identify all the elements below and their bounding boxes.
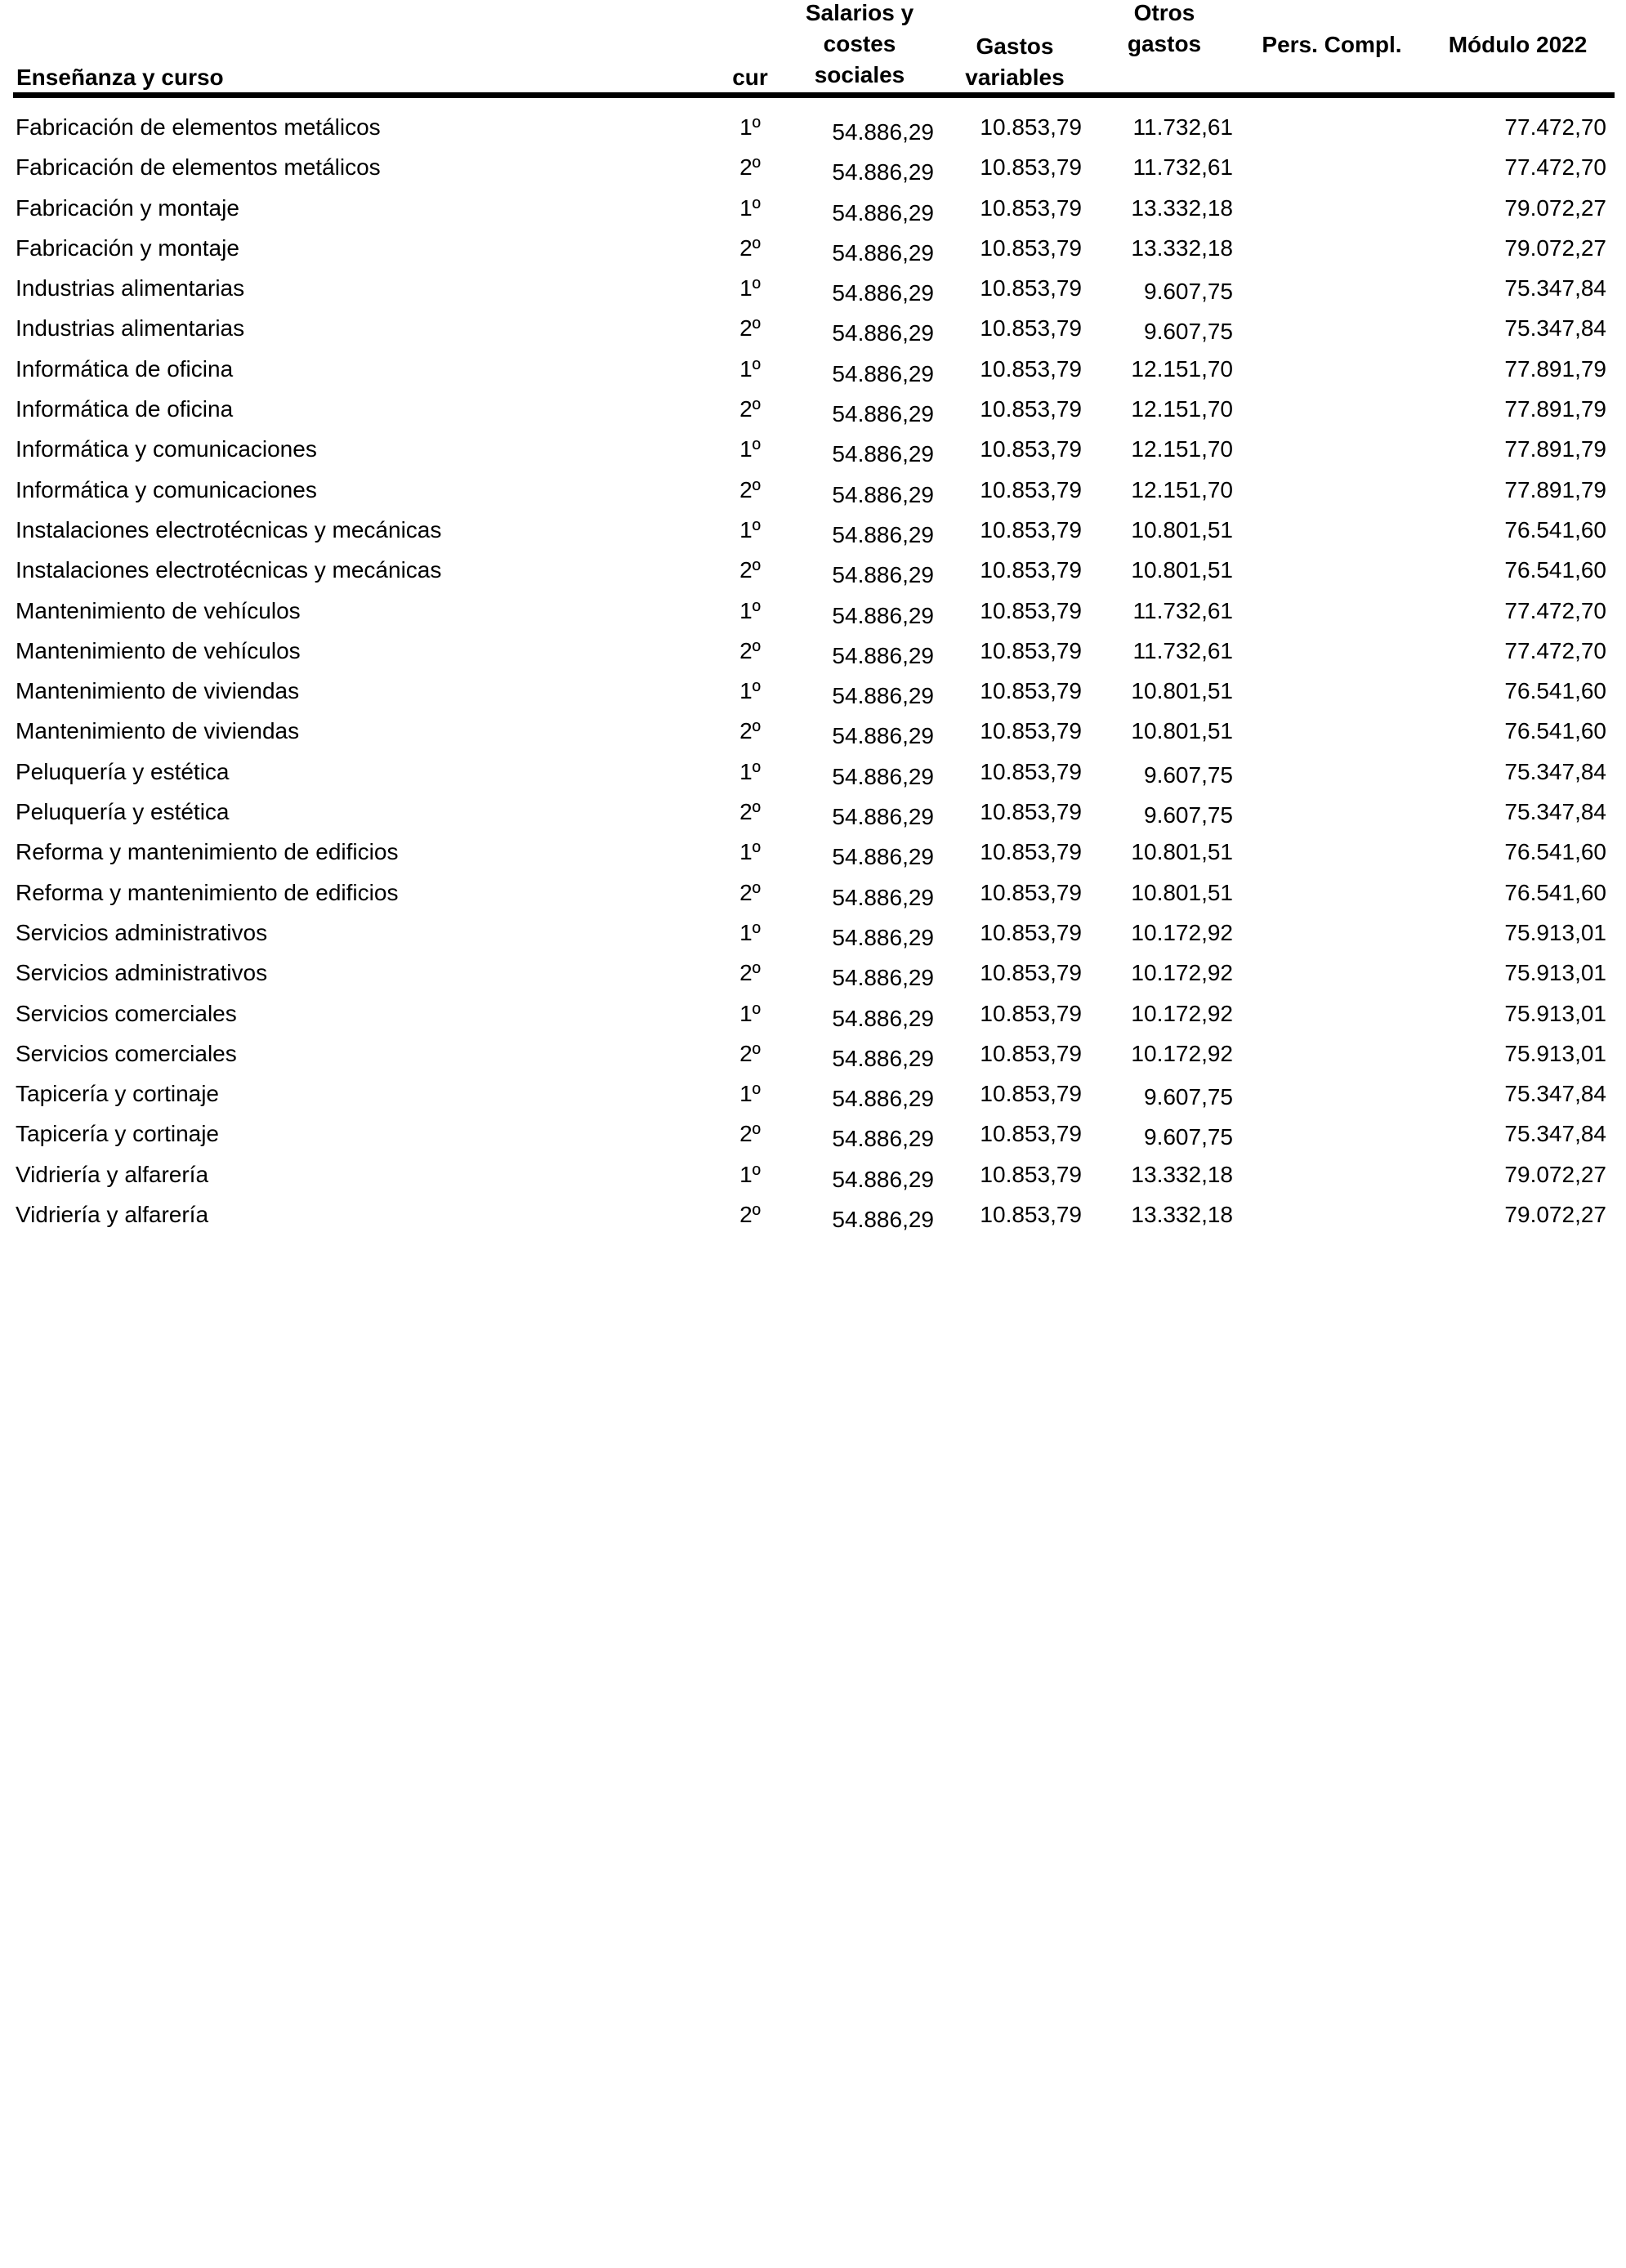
table-row xyxy=(0,920,1626,960)
modulo-cell: 76.541,60 xyxy=(1504,839,1606,865)
table-row xyxy=(0,275,1626,315)
table-row xyxy=(0,598,1626,638)
otros-gastos-cell: 12.151,70 xyxy=(1131,436,1233,462)
otros-gastos-cell: 10.801,51 xyxy=(1131,557,1233,583)
salarios-cell: 54.886,29 xyxy=(832,642,934,668)
table-row xyxy=(0,477,1626,517)
course-year-cell: 2º xyxy=(739,718,761,744)
course-year-cell: 1º xyxy=(739,516,761,542)
otros-gastos-cell: 10.801,51 xyxy=(1131,879,1233,905)
gastos-variables-cell: 10.853,79 xyxy=(980,960,1082,986)
gastos-variables-cell: 10.853,79 xyxy=(980,234,1082,261)
modulo-cell: 79.072,27 xyxy=(1504,1202,1606,1228)
otros-gastos-cell: 9.607,75 xyxy=(1144,1084,1233,1110)
gastos-variables-cell: 10.853,79 xyxy=(980,557,1082,583)
course-year-cell: 2º xyxy=(739,1121,761,1147)
salarios-cell: 54.886,29 xyxy=(832,521,934,547)
header-line: Gastos xyxy=(976,33,1054,59)
modulo-cell: 77.891,79 xyxy=(1504,396,1606,422)
modulo-cell: 76.541,60 xyxy=(1504,718,1606,744)
header-modulo-2022 xyxy=(1426,0,1610,90)
gastos-variables-cell: 10.853,79 xyxy=(980,194,1082,221)
salarios-cell: 54.886,29 xyxy=(832,1045,934,1071)
salarios-cell: 54.886,29 xyxy=(832,884,934,910)
course-name-cell: Reforma y mantenimiento de edificios xyxy=(16,879,399,905)
table-row xyxy=(0,1081,1626,1121)
otros-gastos-cell: 11.732,61 xyxy=(1132,637,1233,663)
otros-gastos-cell: 9.607,75 xyxy=(1144,802,1233,828)
modulo-cell: 79.072,27 xyxy=(1504,194,1606,221)
gastos-variables-cell: 10.853,79 xyxy=(980,1081,1082,1107)
gastos-variables-cell: 10.853,79 xyxy=(980,637,1082,663)
course-year-cell: 1º xyxy=(739,758,761,784)
gastos-variables-cell: 10.853,79 xyxy=(980,436,1082,462)
course-name-cell: Reforma y mantenimiento de edificios xyxy=(16,839,399,865)
table-row xyxy=(0,195,1626,235)
salarios-cell: 54.886,29 xyxy=(832,199,934,225)
modulo-cell: 77.472,70 xyxy=(1504,154,1606,181)
course-name-cell: Peluquería y estética xyxy=(16,799,230,825)
salarios-cell: 54.886,29 xyxy=(832,441,934,467)
course-name-cell: Mantenimiento de viviendas xyxy=(16,678,300,704)
table-row xyxy=(0,1041,1626,1081)
course-year-cell: 2º xyxy=(739,396,761,422)
salarios-cell: 54.886,29 xyxy=(832,119,934,145)
course-year-cell: 2º xyxy=(739,960,761,986)
modulo-cell: 77.472,70 xyxy=(1504,597,1606,623)
course-name-cell: Vidriería y alfarería xyxy=(16,1202,209,1228)
header-cur xyxy=(719,0,781,93)
gastos-variables-cell: 10.853,79 xyxy=(980,516,1082,542)
modulo-cell: 75.347,84 xyxy=(1504,758,1606,784)
course-year-cell: 2º xyxy=(739,154,761,181)
otros-gastos-cell: 10.801,51 xyxy=(1131,516,1233,542)
header-line: variables xyxy=(965,65,1065,90)
modulo-cell: 77.891,79 xyxy=(1504,476,1606,502)
course-name-cell: Mantenimiento de vehículos xyxy=(16,597,301,623)
modulo-cell: 76.541,60 xyxy=(1504,516,1606,542)
course-year-cell: 1º xyxy=(739,275,761,301)
table-row xyxy=(0,517,1626,557)
course-name-cell: Mantenimiento de vehículos xyxy=(16,637,301,663)
modulo-cell: 76.541,60 xyxy=(1504,557,1606,583)
salarios-cell: 54.886,29 xyxy=(832,320,934,346)
modulo-cell: 77.472,70 xyxy=(1504,637,1606,663)
modulo-cell: 75.347,84 xyxy=(1504,1121,1606,1147)
salarios-cell: 54.886,29 xyxy=(832,280,934,306)
salarios-cell: 54.886,29 xyxy=(832,1166,934,1192)
header-line: Pers. Compl. xyxy=(1262,32,1402,57)
table-row xyxy=(0,839,1626,879)
gastos-variables-cell: 10.853,79 xyxy=(980,1202,1082,1228)
header-pers-compl xyxy=(1242,0,1422,90)
table-row xyxy=(0,718,1626,758)
course-name-cell: Informática de oficina xyxy=(16,396,234,422)
table-row xyxy=(0,1162,1626,1202)
course-year-cell: 2º xyxy=(739,1040,761,1066)
otros-gastos-cell: 10.801,51 xyxy=(1131,718,1233,744)
course-year-cell: 1º xyxy=(739,436,761,462)
table-row xyxy=(0,678,1626,718)
course-name-cell: Industrias alimentarias xyxy=(16,315,245,342)
salarios-cell: 54.886,29 xyxy=(832,763,934,789)
otros-gastos-cell: 9.607,75 xyxy=(1144,1124,1233,1150)
salarios-cell: 54.886,29 xyxy=(832,965,934,991)
gastos-variables-cell: 10.853,79 xyxy=(980,476,1082,502)
table-row xyxy=(0,1001,1626,1041)
table-row xyxy=(0,1202,1626,1242)
salarios-cell: 54.886,29 xyxy=(832,804,934,830)
table-row xyxy=(0,638,1626,678)
otros-gastos-cell: 13.332,18 xyxy=(1131,1161,1233,1187)
header-salarios xyxy=(786,0,933,91)
salarios-cell: 54.886,29 xyxy=(832,683,934,709)
gastos-variables-cell: 10.853,79 xyxy=(980,1161,1082,1187)
otros-gastos-cell: 13.332,18 xyxy=(1131,194,1233,221)
course-name-cell: Fabricación y montaje xyxy=(16,234,239,261)
salarios-cell: 54.886,29 xyxy=(832,401,934,427)
course-name-cell: Servicios administrativos xyxy=(16,960,268,986)
table-row xyxy=(0,557,1626,597)
table-row xyxy=(0,315,1626,355)
course-name-cell: Instalaciones electrotécnicas y mecánicas xyxy=(16,516,442,542)
salarios-cell: 54.886,29 xyxy=(832,1207,934,1233)
course-year-cell: 2º xyxy=(739,315,761,342)
otros-gastos-cell: 9.607,75 xyxy=(1144,761,1233,788)
course-year-cell: 1º xyxy=(739,597,761,623)
course-year-cell: 1º xyxy=(739,355,761,382)
gastos-variables-cell: 10.853,79 xyxy=(980,355,1082,382)
header-ensenanza-y-curso xyxy=(16,0,224,93)
modulo-cell: 77.891,79 xyxy=(1504,355,1606,382)
gastos-variables-cell: 10.853,79 xyxy=(980,1040,1082,1066)
course-year-cell: 2º xyxy=(739,234,761,261)
header-line: cur xyxy=(732,65,768,90)
course-name-cell: Servicios administrativos xyxy=(16,919,268,945)
modulo-cell: 75.347,84 xyxy=(1504,315,1606,342)
course-year-cell: 2º xyxy=(739,1202,761,1228)
modulo-cell: 75.913,01 xyxy=(1504,1040,1606,1066)
otros-gastos-cell: 12.151,70 xyxy=(1131,355,1233,382)
course-year-cell: 2º xyxy=(739,879,761,905)
otros-gastos-cell: 10.172,92 xyxy=(1131,1000,1233,1026)
header-line: Enseñanza y curso xyxy=(16,65,224,90)
salarios-cell: 54.886,29 xyxy=(832,723,934,749)
otros-gastos-cell: 10.172,92 xyxy=(1131,919,1233,945)
gastos-variables-cell: 10.853,79 xyxy=(980,799,1082,825)
otros-gastos-cell: 13.332,18 xyxy=(1131,234,1233,261)
header-line: Módulo 2022 xyxy=(1448,32,1588,57)
modulo-cell: 75.347,84 xyxy=(1504,275,1606,301)
salarios-cell: 54.886,29 xyxy=(832,602,934,628)
modulo-cell: 75.913,01 xyxy=(1504,960,1606,986)
course-name-cell: Mantenimiento de viviendas xyxy=(16,718,300,744)
course-year-cell: 1º xyxy=(739,839,761,865)
modulo-cell: 76.541,60 xyxy=(1504,678,1606,704)
salarios-cell: 54.886,29 xyxy=(832,360,934,386)
gastos-variables-cell: 10.853,79 xyxy=(980,718,1082,744)
gastos-variables-cell: 10.853,79 xyxy=(980,1000,1082,1026)
modulo-cell: 79.072,27 xyxy=(1504,1161,1606,1187)
course-name-cell: Informática de oficina xyxy=(16,355,234,382)
course-year-cell: 1º xyxy=(739,114,761,140)
gastos-variables-cell: 10.853,79 xyxy=(980,879,1082,905)
course-year-cell: 1º xyxy=(739,1081,761,1107)
otros-gastos-cell: 10.801,51 xyxy=(1131,839,1233,865)
otros-gastos-cell: 9.607,75 xyxy=(1144,319,1233,345)
modulo-cell: 76.541,60 xyxy=(1504,879,1606,905)
course-year-cell: 1º xyxy=(739,1161,761,1187)
course-year-cell: 2º xyxy=(739,557,761,583)
gastos-variables-cell: 10.853,79 xyxy=(980,597,1082,623)
header-line: Otros xyxy=(1133,0,1195,25)
course-name-cell: Tapicería y cortinaje xyxy=(16,1121,220,1147)
salarios-cell: 54.886,29 xyxy=(832,1005,934,1031)
modulo-cell: 75.347,84 xyxy=(1504,1081,1606,1107)
salarios-cell: 54.886,29 xyxy=(832,159,934,185)
salarios-cell: 54.886,29 xyxy=(832,924,934,950)
course-year-cell: 1º xyxy=(739,919,761,945)
otros-gastos-cell: 11.732,61 xyxy=(1132,154,1233,181)
otros-gastos-cell: 9.607,75 xyxy=(1144,279,1233,305)
modulo-cell: 75.913,01 xyxy=(1504,1000,1606,1026)
course-year-cell: 1º xyxy=(739,194,761,221)
course-name-cell: Fabricación y montaje xyxy=(16,194,239,221)
header-line: Salarios y xyxy=(805,0,914,25)
table-row xyxy=(0,799,1626,839)
modulo-cell: 77.891,79 xyxy=(1504,436,1606,462)
course-name-cell: Industrias alimentarias xyxy=(16,275,245,301)
modulo-cell: 75.913,01 xyxy=(1504,919,1606,945)
otros-gastos-cell: 10.801,51 xyxy=(1131,678,1233,704)
course-year-cell: 1º xyxy=(739,678,761,704)
otros-gastos-cell: 11.732,61 xyxy=(1132,114,1233,140)
course-name-cell: Fabricación de elementos metálicos xyxy=(16,154,381,181)
header-otros-gastos xyxy=(1091,0,1238,91)
otros-gastos-cell: 11.732,61 xyxy=(1132,597,1233,623)
gastos-variables-cell: 10.853,79 xyxy=(980,396,1082,422)
course-name-cell: Informática y comunicaciones xyxy=(16,436,317,462)
salarios-cell: 54.886,29 xyxy=(832,1086,934,1112)
course-name-cell: Instalaciones electrotécnicas y mecánicas xyxy=(16,557,442,583)
salarios-cell: 54.886,29 xyxy=(832,481,934,507)
gastos-variables-cell: 10.853,79 xyxy=(980,919,1082,945)
salarios-cell: 54.886,29 xyxy=(832,239,934,266)
otros-gastos-cell: 10.172,92 xyxy=(1131,1040,1233,1066)
course-year-cell: 2º xyxy=(739,476,761,502)
gastos-variables-cell: 10.853,79 xyxy=(980,758,1082,784)
table-row xyxy=(0,154,1626,194)
course-name-cell: Informática y comunicaciones xyxy=(16,476,317,502)
gastos-variables-cell: 10.853,79 xyxy=(980,315,1082,342)
otros-gastos-cell: 13.332,18 xyxy=(1131,1202,1233,1228)
course-name-cell: Vidriería y alfarería xyxy=(16,1161,209,1187)
course-name-cell: Tapicería y cortinaje xyxy=(16,1081,220,1107)
gastos-variables-cell: 10.853,79 xyxy=(980,678,1082,704)
course-year-cell: 2º xyxy=(739,637,761,663)
gastos-variables-cell: 10.853,79 xyxy=(980,275,1082,301)
table-row xyxy=(0,1121,1626,1161)
table-row xyxy=(0,356,1626,396)
header-rule xyxy=(13,92,1615,98)
table-row xyxy=(0,114,1626,154)
table-row xyxy=(0,436,1626,476)
header-line: sociales xyxy=(814,62,905,87)
gastos-variables-cell: 10.853,79 xyxy=(980,154,1082,181)
modulo-cell: 79.072,27 xyxy=(1504,234,1606,261)
gastos-variables-cell: 10.853,79 xyxy=(980,114,1082,140)
table-row xyxy=(0,396,1626,436)
table-row xyxy=(0,235,1626,275)
table-row xyxy=(0,960,1626,1000)
header-gastos-variables xyxy=(941,0,1088,93)
course-name-cell: Fabricación de elementos metálicos xyxy=(16,114,381,140)
otros-gastos-cell: 12.151,70 xyxy=(1131,396,1233,422)
otros-gastos-cell: 10.172,92 xyxy=(1131,960,1233,986)
table-row xyxy=(0,759,1626,799)
table-body xyxy=(0,114,1626,1242)
salarios-cell: 54.886,29 xyxy=(832,1126,934,1152)
course-name-cell: Servicios comerciales xyxy=(16,1000,237,1026)
course-name-cell: Servicios comerciales xyxy=(16,1040,237,1066)
modulo-cell: 75.347,84 xyxy=(1504,799,1606,825)
course-year-cell: 1º xyxy=(739,1000,761,1026)
salarios-cell: 54.886,29 xyxy=(832,562,934,588)
course-name-cell: Peluquería y estética xyxy=(16,758,230,784)
header-line: costes xyxy=(823,31,896,56)
modulo-cell: 77.472,70 xyxy=(1504,114,1606,140)
course-year-cell: 2º xyxy=(739,799,761,825)
gastos-variables-cell: 10.853,79 xyxy=(980,839,1082,865)
header-line: gastos xyxy=(1127,31,1202,56)
table-row xyxy=(0,880,1626,920)
otros-gastos-cell: 12.151,70 xyxy=(1131,476,1233,502)
gastos-variables-cell: 10.853,79 xyxy=(980,1121,1082,1147)
salarios-cell: 54.886,29 xyxy=(832,844,934,870)
